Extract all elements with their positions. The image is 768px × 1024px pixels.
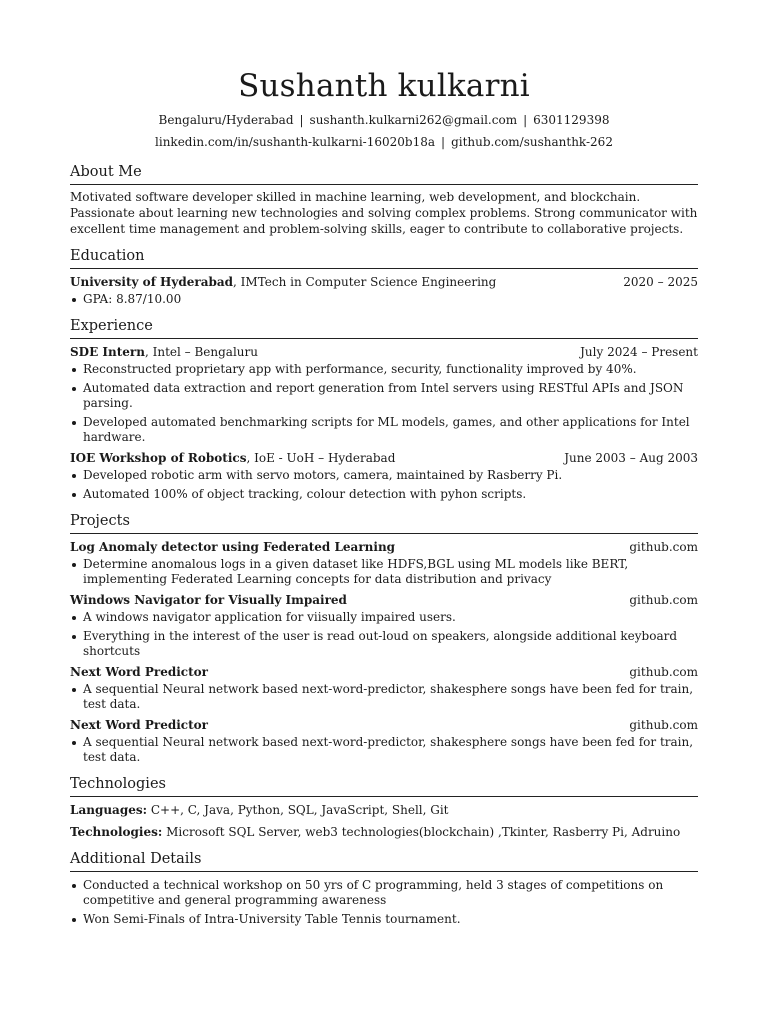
list-item: Developed automated benchmarking scripts for ML models, games, and other applications for Intel hardware. [70, 415, 698, 445]
list-item: Determine anomalous logs in a given dataset like HDFS,BGL using ML models like BERT, implementing Federated Learning concepts for data distribution and privacy [70, 557, 698, 587]
section-title-projects: Projects [70, 512, 698, 534]
list-item: Developed robotic arm with servo motors, camera, maintained by Rasberry Pi. [70, 468, 698, 483]
linkedin-link[interactable]: linkedin.com/in/sushanth-kulkarni-16020b18a [155, 135, 436, 149]
experience-bullets [70, 468, 698, 502]
section-title-experience: Experience [70, 317, 698, 339]
section-title-education: Education [70, 247, 698, 269]
about-text: Motivated software developer skilled in machine learning, web development, and blockchain. Passionate about learning new technologies and solving complex problems. Strong communicator with excellent time management and problem-solving skills, eager to contribute to collaborative projects. [70, 190, 698, 236]
project-name: Log Anomaly detector using Federated Learning [70, 540, 396, 554]
technologies-value: Microsoft SQL Server, web3 technologies(blockchain) ,Tkinter, Rasberry Pi, Adruino [166, 825, 681, 839]
list-item: GPA: 8.87/10.00 [70, 292, 698, 307]
languages-value: C++, C, Java, Python, SQL, JavaScript, Shell, Git [150, 803, 449, 817]
project-bullets [70, 557, 698, 587]
project-entry-head [70, 717, 698, 733]
list-item: Won Semi-Finals of Intra-University Table Tennis tournament. [70, 912, 698, 927]
technologies-label: Technologies: [70, 825, 163, 839]
list-item: A windows navigator application for viisually impaired users. [70, 610, 698, 625]
institution-name: University of Hyderabad [70, 275, 234, 289]
list-item: Automated data extraction and report generation from Intel servers using RESTful APIs and JSON parsing. [70, 381, 698, 411]
experience-dates: June 2003 – Aug 2003 [564, 451, 698, 465]
list-item: A sequential Neural network based next-word-predictor, shakesphere songs have been fed for train, test data. [70, 735, 698, 765]
section-title-additional: Additional Details [70, 850, 698, 872]
separator: | [441, 135, 446, 149]
project-link[interactable]: github.com [629, 593, 698, 607]
project-entry-head [70, 592, 698, 608]
education-dates: 2020 – 2025 [623, 275, 698, 289]
experience-entry-head [70, 344, 698, 360]
phone-number: 6301129398 [533, 113, 610, 127]
list-item: Reconstructed proprietary app with performance, security, functionality improved by 40%. [70, 362, 698, 377]
degree-name: , IMTech in Computer Science Engineering [233, 275, 497, 289]
project-bullets [70, 735, 698, 765]
list-item: A sequential Neural network based next-word-predictor, shakesphere songs have been fed for train, test data. [70, 682, 698, 712]
contact-line-1 [70, 113, 698, 127]
separator: | [299, 113, 304, 127]
role-name: IOE Workshop of Robotics [70, 451, 247, 465]
role-name: SDE Intern [70, 345, 145, 359]
experience-entry-title [70, 450, 395, 466]
candidate-name: Sushanth kulkarni [238, 68, 530, 104]
org-name: , Intel – Bengaluru [144, 345, 258, 359]
location: Bengaluru/Hyderabad [158, 113, 294, 127]
project-name: Next Word Predictor [70, 718, 208, 732]
project-bullets [70, 682, 698, 712]
separator: | [523, 113, 528, 127]
project-link[interactable]: github.com [629, 665, 698, 679]
education-entry-head [70, 274, 698, 290]
section-title-technologies: Technologies [70, 775, 698, 797]
technologies-line [70, 824, 698, 840]
project-bullets [70, 610, 698, 659]
list-item: Conducted a technical workshop on 50 yrs of C programming, held 3 stages of competitions on competitive and general programming awareness [70, 878, 698, 908]
experience-bullets [70, 362, 698, 445]
org-name: , IoE - UoH – Hyderabad [246, 451, 396, 465]
project-name: Windows Navigator for Visually Impaired [70, 593, 347, 607]
education-bullets [70, 292, 698, 307]
project-entry-head [70, 539, 698, 555]
project-link[interactable]: github.com [629, 718, 698, 732]
contact-line-2 [70, 135, 698, 149]
list-item: Automated 100% of object tracking, colour detection with pyhon scripts. [70, 487, 698, 502]
additional-bullets [70, 878, 698, 927]
project-entry-head [70, 664, 698, 680]
languages-label: Languages: [70, 803, 148, 817]
github-link[interactable]: github.com/sushanthk-262 [451, 135, 613, 149]
list-item: Everything in the interest of the user is read out-loud on speakers, alongside additional keyboard shortcuts [70, 629, 698, 659]
education-entry-title [70, 274, 496, 290]
project-name: Next Word Predictor [70, 665, 208, 679]
email-link[interactable]: sushanth.kulkarni262@gmail.com [309, 113, 518, 127]
experience-entry-head [70, 450, 698, 466]
project-link[interactable]: github.com [629, 540, 698, 554]
section-title-about: About Me [70, 163, 698, 185]
experience-entry-title [70, 344, 258, 360]
experience-dates: July 2024 – Present [580, 345, 698, 359]
languages-line [70, 802, 698, 818]
